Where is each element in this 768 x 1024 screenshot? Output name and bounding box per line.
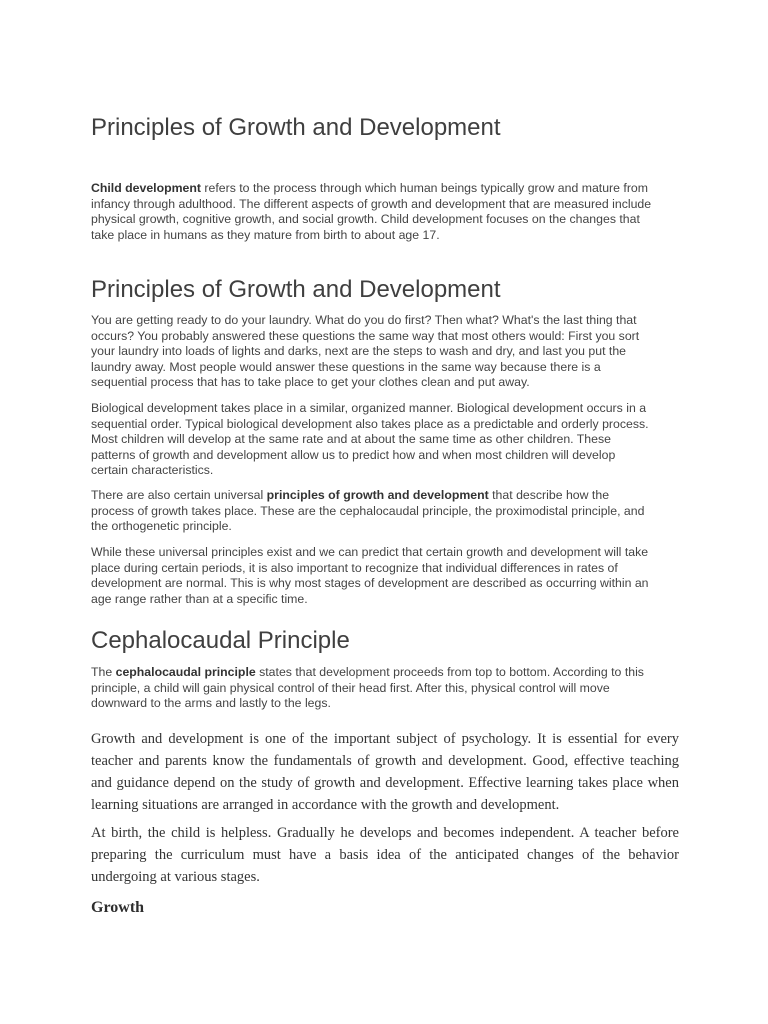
principles-heading: Principles of Growth and Development: [91, 276, 501, 303]
p3-after: that describe how the process of growth takes place. These are the cephalocaudal principle, the proximodistal principle, and the orthogenetic principle.: [91, 488, 645, 533]
cephalo-after: states that development proceeds from top to bottom. According to this principle, a child will gain physical control of their head first. After this, physical control will move downward to the arms and lastly to the legs.: [91, 665, 644, 710]
principles-paragraph-2: Biological development takes place in a similar, organized manner. Biological development occurs in a sequential order. Typical biological development also takes place as a predictable and orderly process. Most children will develop at the same rate and at about the same time as other children. These patterns of growth and development allow us to predict how and when most children will develop certain characteristics.: [91, 401, 649, 477]
cephalocaudal-heading: Cephalocaudal Principle: [91, 627, 350, 654]
document-title: Principles of Growth and Development: [91, 114, 501, 141]
principles-paragraph-1: You are getting ready to do your laundry. What do you do first? Then what? What's the last thing that occurs? You probably answered these questions the same way that most others would: First you sort your laundry into loads of lights and darks, next are the steps to wash and dry, and last you put the laundry away. Most people would answer these questions in the same way because there is a sequential process that has to take place to get your clothes clean and put away.: [91, 313, 640, 389]
p3-before: There are also certain universal: [91, 488, 267, 502]
growth-subheading: Growth: [91, 899, 145, 916]
principles-paragraph-4: While these universal principles exist and we can predict that certain growth and development will take place during certain periods, it is also important to recognize that individual differences in rates of development are normal. This is why most stages of development are described as occurring within an age range rather than at a specific time.: [91, 545, 649, 606]
intro-text: refers to the process through which human beings typically grow and mature from infancy through adulthood. The different aspects of growth and development that are measured include physical growth, cognitive growth, and social growth. Child development focuses on the changes that take place in humans as they mature from birth to about age 17.: [91, 181, 652, 242]
cephalo-before: The: [91, 665, 116, 679]
p3-bold-term: principles of growth and development: [266, 488, 489, 502]
principles-paragraph-3: [91, 488, 653, 535]
intro-term: Child development: [91, 181, 201, 195]
serif-paragraph-1: Growth and development is one of the important subject of psychology. It is essential for every teacher and parents know the fundamentals of growth and development. Good, effective teaching and guidance depend on the study of growth and development. Effective learning takes place when learning situations are arranged in accordance with the growth and development.: [91, 731, 679, 813]
serif-paragraph-2: At birth, the child is helpless. Gradually he develops and becomes independent. A teacher before preparing the curriculum must have a basis idea of the anticipated changes of the behavior undergoing at various stages.: [91, 825, 679, 885]
cephalocaudal-paragraph: [91, 665, 653, 712]
cephalo-bold-term: cephalocaudal principle: [115, 665, 256, 679]
intro-paragraph: [91, 181, 653, 243]
